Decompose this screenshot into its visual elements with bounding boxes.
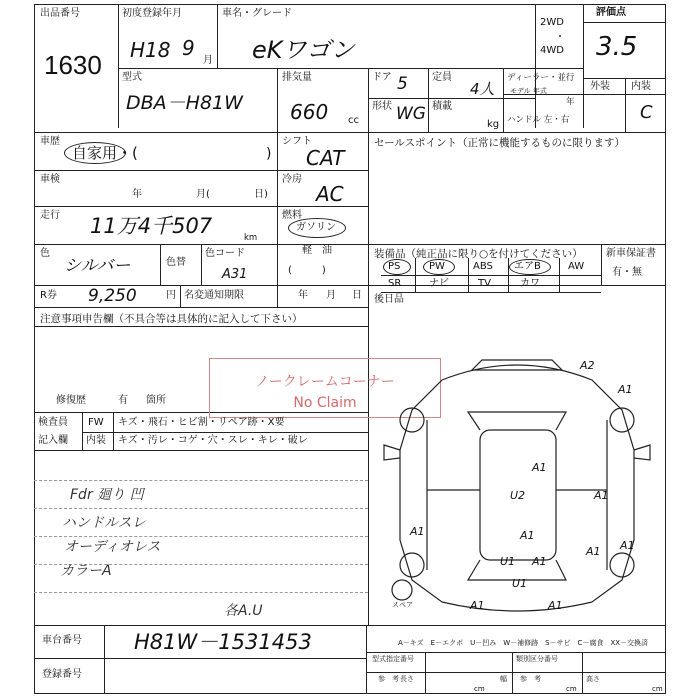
drive-4wd: 4WD [540,45,564,56]
class-no-label: 類別区分番号 [516,655,558,663]
drive-dot: ・ [555,32,565,43]
equip-navi: ナビ [429,278,449,289]
fuel-gas: ガソリン [296,222,336,233]
remark-2: ハンドルスレ [62,515,146,531]
chassis-label: 車台番号 [42,635,82,646]
height-cm: cm [652,685,663,693]
grade-value: 3.5 [596,32,638,62]
load-label: 積載 [432,101,452,112]
color-code-value: A31 [222,267,248,282]
color-change-label: 色替 [166,257,186,268]
mark-10: A1 [532,555,547,568]
repair-value: 有 [118,395,128,406]
shaken-year: 年 [132,189,142,200]
int-label: 内装 [631,81,651,92]
year-unit: 年 [566,97,575,107]
door-value: 5 [397,74,408,94]
mark-3: A1 [532,461,547,474]
remark-5: 各A.U [224,603,263,619]
reg-month-unit: 月 [203,55,213,66]
transfer-year: 年 [298,290,308,301]
mark-11: U1 [512,577,528,590]
type-no-label: 型式指定番号 [372,655,414,663]
disp-unit: cc [348,115,359,126]
ext-label: 外装 [590,81,610,92]
repair-label: 修復歴 [56,395,86,406]
record-label: 記入欄 [38,435,68,446]
disp-label: 排気量 [282,72,312,83]
name-label: 車名・グレード [222,8,292,19]
shape-value: WG [396,104,426,124]
mark-9: U1 [500,555,516,568]
mileage-label: 走行 [40,210,60,221]
fuel-diesel: 軽 油 [302,245,332,256]
width-cm: cm [566,685,577,693]
width-label: 幅 [500,675,507,683]
history-value: 自家用・( [72,144,138,162]
equip-label: 装備品（純正品に限り○を付けてください） [374,248,583,260]
equip-abs: ABS [473,261,493,272]
reg-label: 初度登録年月 [122,8,182,19]
int-value: C [640,102,653,123]
length-cm: cm [474,685,485,693]
shift-value: CAT [306,146,345,170]
shaken-label: 車検 [40,174,60,185]
spare-label: スペア [392,601,413,609]
mark-14: A1 [620,539,635,552]
disp-value: 660 [290,100,329,124]
dealer-label: ディーラー・並行 [507,73,575,83]
equip-sr: SR [388,278,402,289]
transfer-day: 日 [352,290,362,301]
capacity-value: 4人 [470,80,495,98]
model-year-label: モデル 年式 [510,87,547,95]
mileage-value: 11万4千507 [90,214,213,238]
mark-12: A1 [470,599,485,612]
mark-1: A2 [580,359,595,372]
transfer-month: 月 [326,290,336,301]
lot-number: 1630 [44,50,102,80]
remark-3: オーディオレス [64,539,161,555]
drive-2wd: 2WD [540,17,564,28]
door-label: ドア [372,72,392,83]
load-unit: kg [487,119,500,130]
regno-label: 登録番号 [42,669,82,680]
handle-label: ハンドル 左・右 [507,115,570,125]
mark-8: A1 [520,529,535,542]
recycle-value: 9,250 [88,286,137,306]
color-label: 色 [40,248,50,259]
repair-place: 箇所 [146,395,166,406]
reg-era: H18 [130,38,171,62]
inspector-label: 検査員 [38,417,68,428]
shift-label: シフト [282,136,312,147]
model-value: DBA－H81W [126,92,243,114]
legend: A－キズ E－エクボ U－凹み W－補修跡 S－サビ C－腐食 XX－交換済 [398,639,649,647]
shaken-month: 月( [196,189,210,200]
equip-leather: カワ [520,278,540,289]
stamp-en: No Claim [293,395,357,411]
grade-label: 評価点 [596,7,626,18]
history-close: ) [266,146,272,162]
equip-tv: TV [478,278,491,289]
color-value: シルバー [64,256,131,276]
fw-text: キズ・飛石・ヒビ割・リペア跡・X要 [118,417,285,428]
length-label: 長さ [400,675,414,683]
capacity-label: 定員 [432,72,452,83]
int-row-label: 内装 [86,435,106,446]
mark-4: U2 [510,489,526,502]
history-label: 車歴 [40,136,60,147]
stamp-jp: ノークレームコーナー [255,374,395,390]
equip-airbag: エアB [514,261,541,272]
reg-month: 9 [182,36,195,60]
transfer-label: 名変通知期限 [184,290,244,301]
remark-1: Fdr 廻り 凹 [70,487,144,503]
mark-13: A1 [548,599,563,612]
recycle-label: R券 [40,290,57,301]
car-name: eKワゴン [252,36,355,64]
cool-value: AC [316,182,344,206]
sales-label: セールスポイント（正常に機能するものに限ります） [374,137,626,149]
lot-label: 出品番号 [40,8,80,19]
mark-2: A1 [618,383,633,396]
fuel-paren: ( ) [288,265,326,276]
int-text: キズ・汚レ・コゲ・穴・スレ・キレ・破レ [118,435,308,446]
equip-ps: PS [388,261,401,272]
shaken-day: 日) [254,189,268,200]
equip-aw: AW [568,261,585,272]
mark-6: A1 [410,525,425,538]
recycle-unit: 円 [166,290,176,301]
model-label: 型式 [122,72,142,83]
fw-label: FW [88,417,104,428]
declare-label: 注意事項申告欄（不具合等は具体的に記入して下さい） [40,313,303,325]
ref-label-1: 参 考 [378,675,399,683]
height-label: 高さ [586,675,600,683]
mark-5: A1 [594,489,609,502]
shape-label: 形状 [372,101,392,112]
warranty-value: 有・無 [612,267,642,278]
chassis-value: H81W－1531453 [134,630,312,654]
cool-label: 冷房 [282,174,302,185]
mileage-unit: km [244,233,258,243]
mark-7: A1 [586,545,601,558]
color-code-label: 色コード [205,248,245,259]
warranty-label: 新車保証書 [606,248,656,259]
equip-pw: PW [429,261,445,272]
post-label: 後日品 [374,294,404,305]
remark-4: カラーA [60,563,112,579]
ref-label-2: 参 考 [520,675,541,683]
fuel-label: 燃料 [282,210,302,221]
